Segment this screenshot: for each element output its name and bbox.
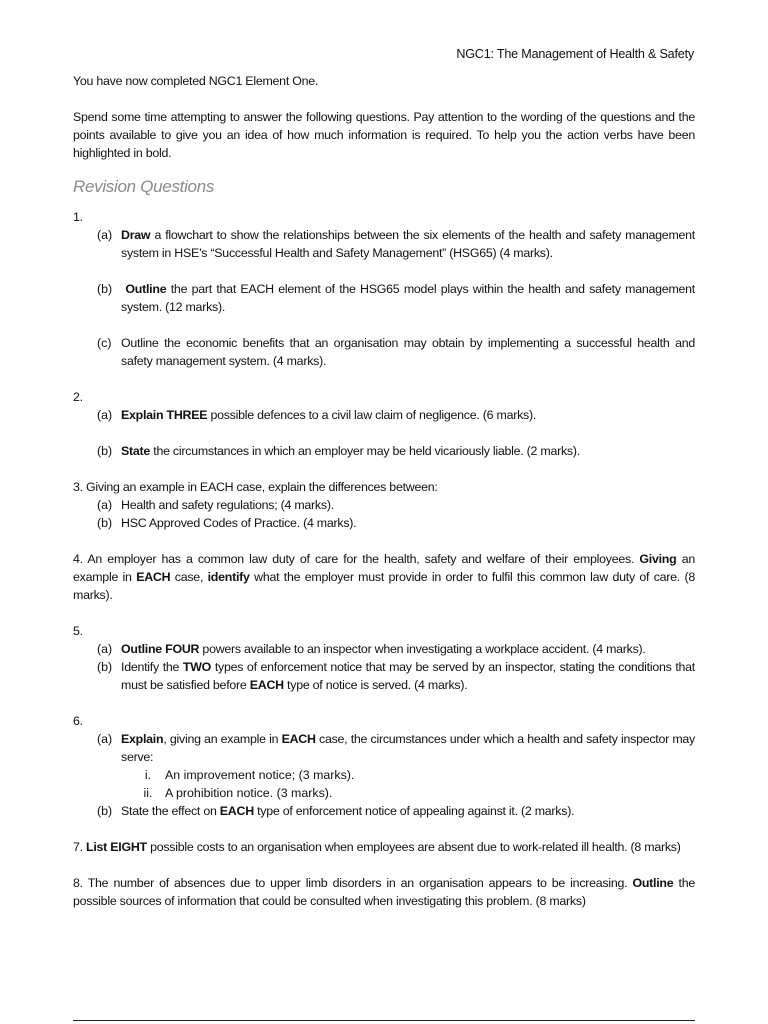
item-text [121,226,695,262]
question-text-part: the possible sources of information that could be consulted when investigating this problem. (8 marks) [73,876,695,908]
question-text-part: 7. [73,840,87,854]
action-verb: Outline FOUR [121,642,200,656]
question-4 [73,550,695,604]
item-text [121,730,695,766]
footer-rule [73,1020,695,1021]
item-text-part: type of notice is served. (4 marks). [283,678,468,692]
action-verb: Draw [121,228,151,242]
question-1b [97,280,695,316]
item-text-part: State the effect on [121,804,220,818]
item-text-part: the circumstances in which an employer may be held vicariously liable. (2 marks). [150,444,580,458]
question-5 [73,622,695,694]
sub-item-text: A prohibition notice. (3 marks). [165,786,333,800]
item-text-part: type of enforcement notice of appealing against it. (2 marks). [253,804,575,818]
question-number: 5. [73,624,83,638]
emphasis: EACH [219,804,254,818]
question-5b [97,658,695,694]
question-text-part: 4. An employer has a common law duty of care for the health, safety and welfare of their employees. [73,552,640,566]
action-verb: Explain [121,732,164,746]
question-number: 6. [73,714,83,728]
item-text [121,406,695,424]
question-6a-ii [131,784,695,802]
item-text-part: Identify the [121,660,183,674]
question-number: 2. [73,390,83,404]
item-text: Outline the economic benefits that an organisation may obtain by implementing a successful health and safety management system. (4 marks). [121,336,695,368]
item-text [121,280,695,316]
item-text [121,442,695,460]
question-2b [97,442,695,460]
item-text-part: a flowchart to show the relationships between the six elements of the health and safety management system in HSE’s “Successful Health and Safety Management” (HSG65) (4 marks). [121,228,695,260]
question-number: 1. [73,210,83,224]
item-text-part: types of enforcement notice that may be served by an inspector, stating the conditions that must be satisfied before [121,660,696,692]
question-2a [97,406,695,424]
question-3b [97,514,695,532]
item-text-part: powers available to an inspector when investigating a workplace accident. (4 marks). [199,642,646,656]
question-text-part: an example in [73,552,695,584]
item-label: (a) [97,408,113,422]
question-5a [97,640,695,658]
action-verb: Outline [125,282,167,296]
question-text-part: 8. The number of absences due to upper limb disorders in an organisation appears to be increasing. [73,876,633,890]
action-verb: identify [207,570,250,584]
action-verb: List EIGHT [86,840,147,854]
action-verb: Outline [632,876,674,890]
item-label: (a) [97,732,113,746]
emphasis: EACH [249,678,284,692]
action-verb: State [121,444,151,458]
item-text-part: the part that EACH element of the HSG65 model plays within the health and safety management system. (12 marks). [121,282,695,314]
question-7 [73,838,695,856]
question-6a [97,730,695,766]
item-text: Health and safety regulations; (4 marks). [121,498,334,512]
intro-line-1: You have now completed NGC1 Element One. [73,74,319,88]
sub-item-label: ii. [143,786,153,800]
emphasis: EACH [136,570,171,584]
emphasis: EACH [281,732,316,746]
item-label: (b) [97,516,113,530]
question-2 [73,388,695,460]
intro-line-2: Spend some time attempting to answer the following questions. Pay attention to the wording of the questions and the points available to give you an idea of how much information is required. To help you the action verbs have been highlighted in bold. [73,110,695,160]
item-label: (c) [97,336,112,350]
question-8 [73,874,695,910]
item-text [121,658,695,694]
item-label: (b) [97,444,113,458]
question-text-part: what the employer must provide in order to fulfil this common law duty of care. (8 marks). [73,570,695,602]
question-1 [73,208,695,370]
question-1c [97,334,695,370]
emphasis: TWO [182,660,212,674]
section-heading: Revision Questions [73,177,215,196]
question-6b [97,802,695,820]
question-3-intro: 3. Giving an example in EACH case, explain the differences between: [73,480,438,494]
item-text [121,802,695,820]
question-text-part: possible costs to an organisation when employees are absent due to work-related ill health. (8 marks) [146,840,681,854]
question-3a [97,496,695,514]
action-verb: Giving [639,552,677,566]
item-label: (a) [97,642,113,656]
item-text-part: case, the circumstances under which a health and safety inspector may serve: [121,732,696,764]
item-label: (b) [97,282,113,296]
item-text: HSC Approved Codes of Practice. (4 marks). [121,516,357,530]
question-1a [97,226,695,262]
action-verb: Explain THREE [121,408,208,422]
question-text-part: case, [170,570,208,584]
sub-item-label: i. [144,768,152,782]
question-3 [73,478,695,532]
item-label: (b) [97,660,113,674]
question-6a-i [131,766,695,784]
document-body [73,72,695,910]
item-label: (a) [97,228,113,242]
sub-item-text: An improvement notice; (3 marks). [165,768,355,782]
item-label: (a) [97,498,113,512]
item-text [121,640,695,658]
item-text-part: possible defences to a civil law claim of negligence. (6 marks). [207,408,537,422]
page-header: NGC1: The Management of Health & Safety [456,47,694,61]
item-label: (b) [97,804,113,818]
question-6 [73,712,695,820]
item-text-part: , giving an example in [163,732,282,746]
